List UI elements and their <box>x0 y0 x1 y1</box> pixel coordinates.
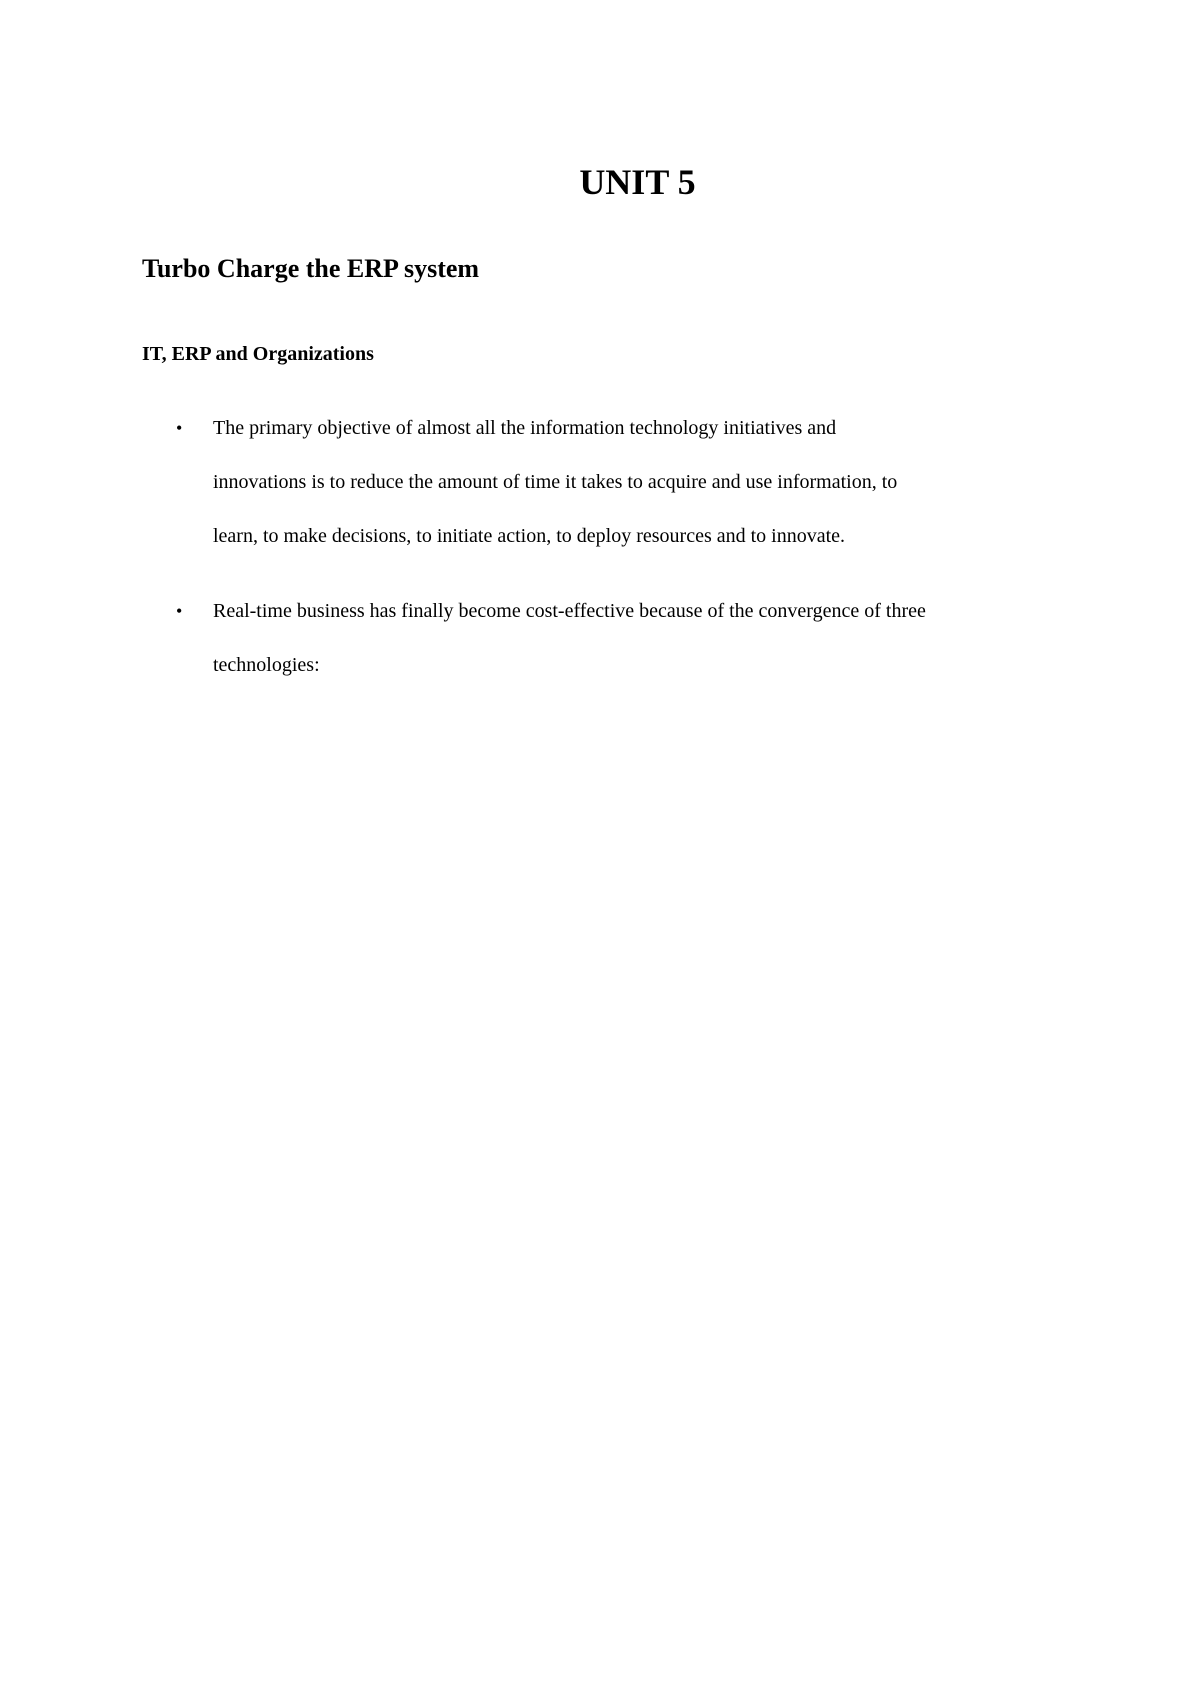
subsection-heading: IT, ERP and Organizations <box>142 343 374 365</box>
bullet-marker: • <box>176 601 183 621</box>
bullet-text-line: Real-time business has finally become cost-effective because of the convergence of three <box>213 600 926 622</box>
unit-title: UNIT 5 <box>579 162 696 202</box>
section-heading: Turbo Charge the ERP system <box>142 254 480 283</box>
bullet-text-line: technologies: <box>213 654 320 676</box>
bullet-text-line: learn, to make decisions, to initiate action, to deploy resources and to innovate. <box>213 525 846 547</box>
bullet-marker: • <box>176 418 183 438</box>
bullet-text-line: The primary objective of almost all the information technology initiatives and <box>213 417 837 439</box>
bullet-text-line: innovations is to reduce the amount of time it takes to acquire and use information, to <box>213 471 898 493</box>
